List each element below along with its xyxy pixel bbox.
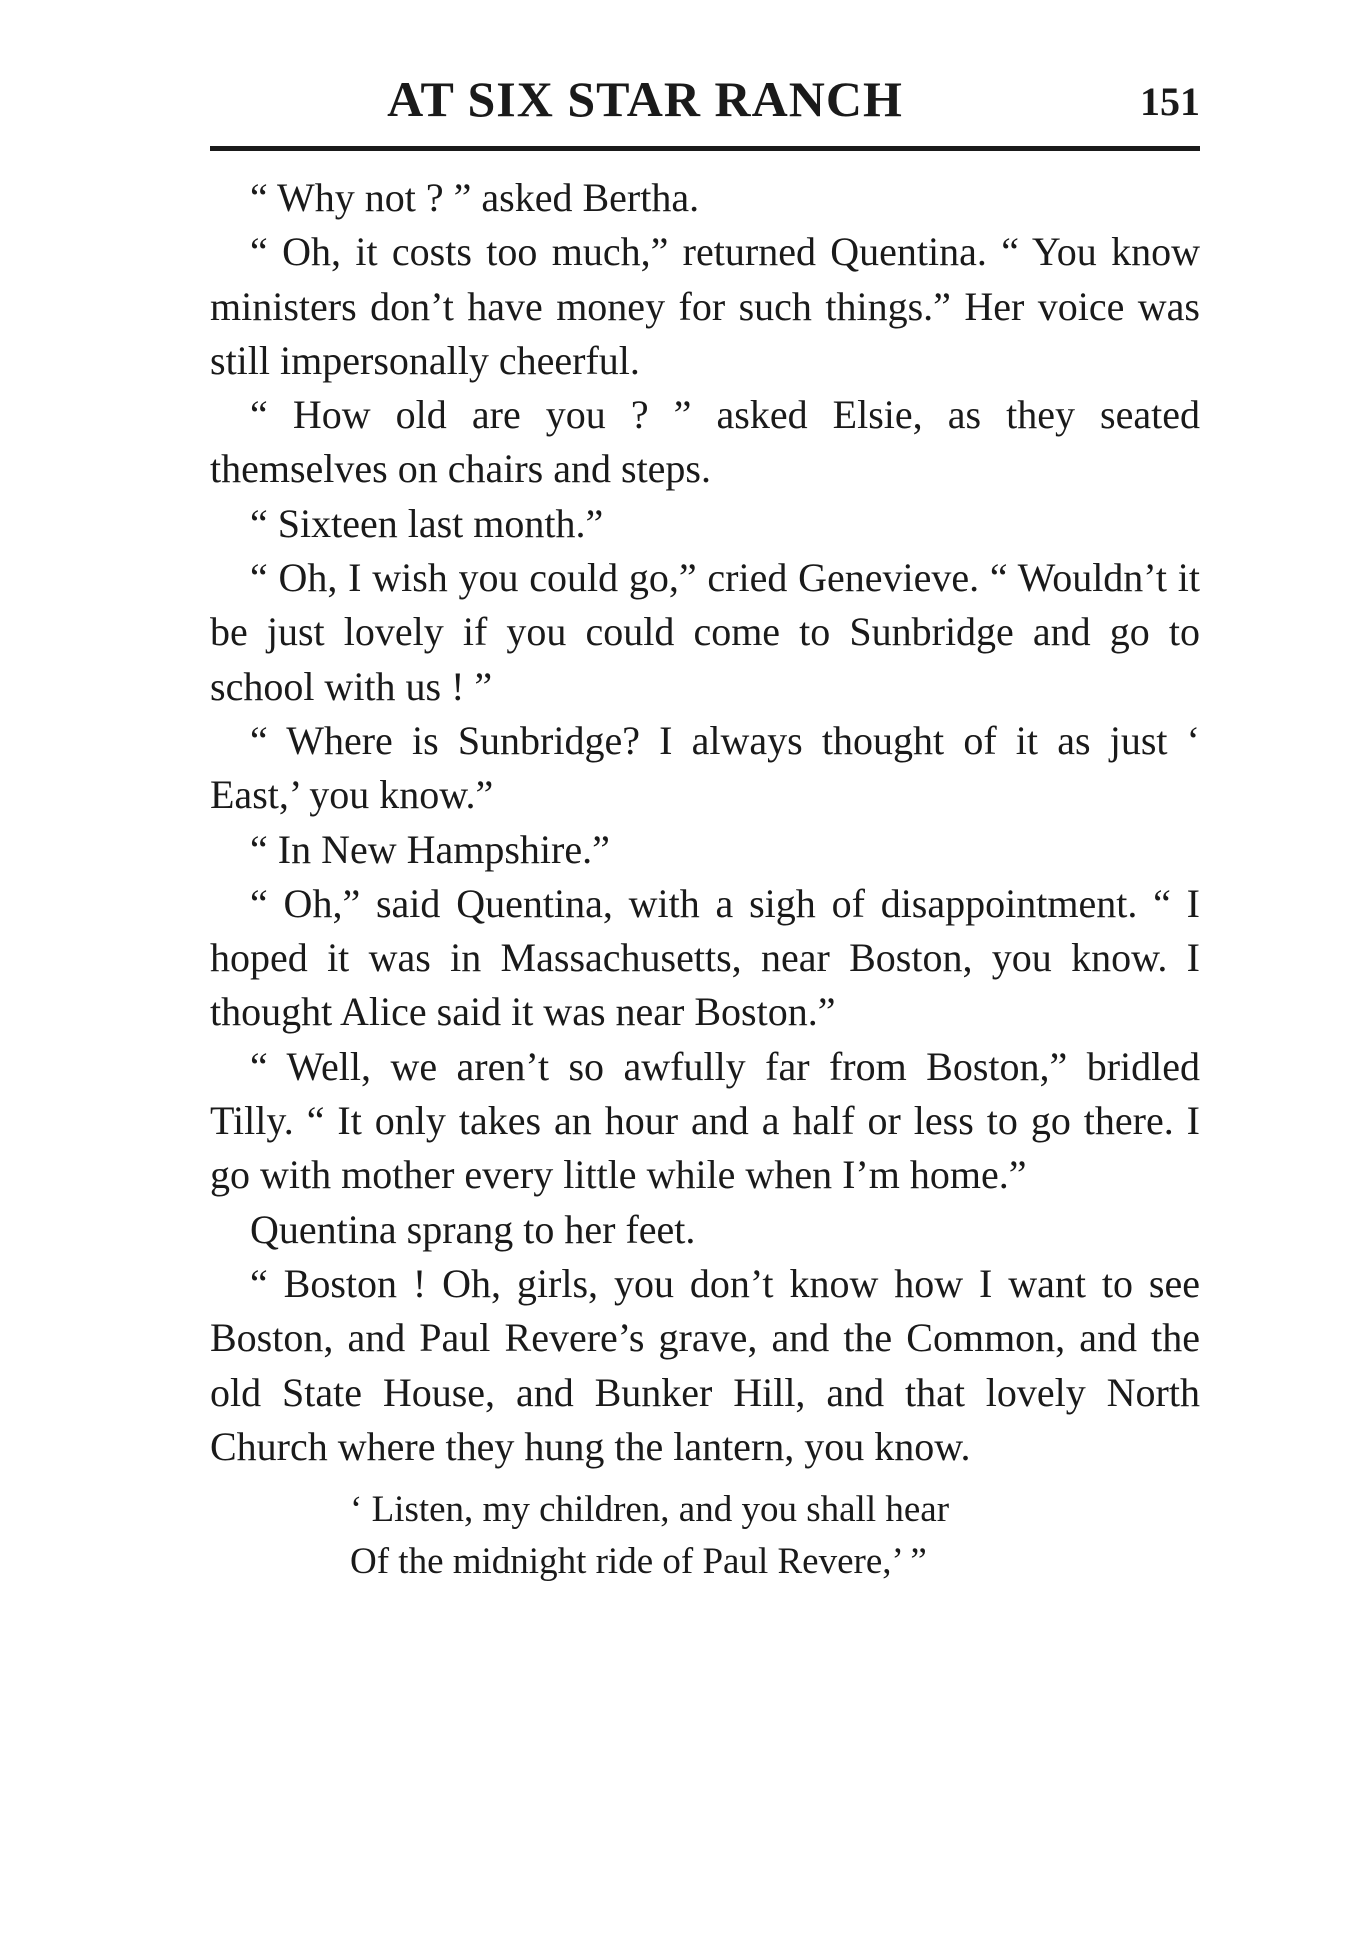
paragraph: “ Oh, it costs too much,” returned Quentina. “ You know ministers don’t have money for such things.” Her voice was still impersonally cheerful.	[210, 229, 1200, 383]
verse-line: ‘ Listen, my children, and you shall hear	[350, 1489, 950, 1531]
paragraph: “ How old are you ? ” asked Elsie, as they seated themselves on chairs and steps.	[210, 392, 1200, 492]
paragraph: “ Where is Sunbridge? I always thought of it as just ‘ East,’ you know.”	[210, 717, 1200, 818]
paragraph: “ Sixteen last month.”	[250, 500, 604, 546]
verse-quotation	[350, 1484, 1200, 1588]
header-rule	[210, 146, 1200, 151]
running-title: AT SIX STAR RANCH	[387, 71, 903, 127]
page-content	[210, 60, 1200, 1588]
body-text	[210, 171, 1200, 1474]
paragraph: Quentina sprang to her feet.	[250, 1206, 696, 1252]
paragraph: “ Well, we aren’t so awfully far from Boston,” bridled Tilly. “ It only takes an hour and a half or less to go there. I go with mother every little while when I’m home.”	[210, 1043, 1200, 1198]
running-head	[210, 60, 1200, 140]
page-number: 151	[1140, 79, 1200, 124]
paragraph: “ In New Hampshire.”	[250, 826, 610, 872]
paragraph: “ Oh,” said Quentina, with a sigh of disappointment. “ I hoped it was in Massachusetts, near Boston, you know. I thought Alice said it was near Boston.”	[210, 880, 1200, 1035]
paragraph: “ Boston ! Oh, girls, you don’t know how I want to see Boston, and Paul Revere’s grave, and the Common, and the old State House, and Bunker Hill, and that lovely North Church where they hung the lantern, you know.	[210, 1260, 1200, 1469]
verse-line: Of the midnight ride of Paul Revere,’ ”	[350, 1541, 927, 1583]
paragraph: “ Oh, I wish you could go,” cried Genevieve. “ Wouldn’t it be just lovely if you could come to Sunbridge and go to school with us ! ”	[210, 555, 1200, 709]
paragraph: “ Why not ? ” asked Bertha.	[250, 175, 700, 220]
